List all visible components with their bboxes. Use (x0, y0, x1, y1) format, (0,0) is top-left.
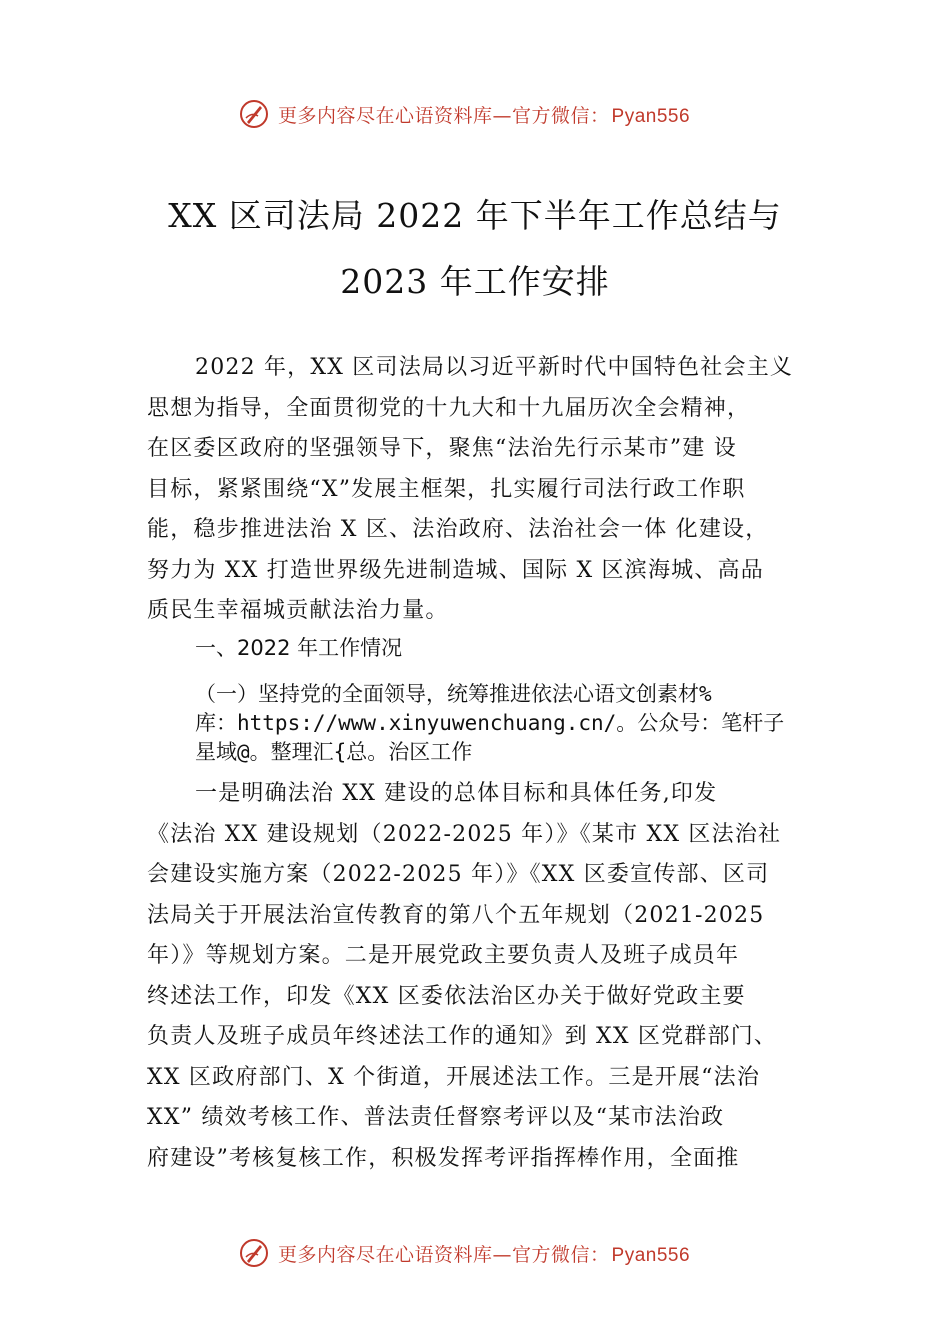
footer-banner (238, 1235, 758, 1271)
text-line: 负责人及班子成员年终述法工作的通知》到 XX 区党群部门、 (147, 1024, 778, 1049)
text-line: 终述法工作，印发《XX 区委依法治区办关于做好党政主要 (147, 983, 746, 1009)
intro-paragraph (147, 348, 837, 632)
text-line: 目标，紧紧围绕“X”发展主框架，扎实履行司法行政工作职 (147, 476, 746, 502)
text-line: 星域@。整理汇{总。治区工作 (195, 740, 473, 764)
subsection-heading (195, 680, 840, 767)
banner-text (278, 101, 690, 128)
text-line: 2022 年，XX 区司法局以习近平新时代中国特色社会主义 (195, 355, 794, 380)
text-line: 府建设”考核复核工作，积极发挥考评指挥棒作用，全面推 (147, 1145, 740, 1171)
banner-handle: Pyan556 (611, 105, 691, 127)
text-line: 年）》等规划方案。二是开展党政主要负责人及班子成员年 (147, 943, 740, 968)
section-heading: 一、2022 年工作情况 (195, 636, 403, 660)
quill-pen-logo-icon (238, 98, 270, 130)
banner-label: 更多内容尽在心语资料库—官方微信： (278, 1243, 610, 1266)
document-title-line2: 2023 年工作安排 (340, 262, 610, 301)
text-line: （一）坚持党的全面领导，统筹推进依法心语文创素材% (195, 682, 712, 706)
body-paragraph (147, 774, 837, 1179)
text-line: XX” 绩效考核工作、普法责任督察考评以及“某市法治政 (147, 1105, 725, 1130)
text-line: 库：https://www.xinyuwenchuang.cn/。公众号：笔杆子 (195, 711, 785, 735)
banner-label: 更多内容尽在心语资料库—官方微信： (278, 104, 610, 127)
text-line: 法局关于开展法治宣传教育的第八个五年规划（2021-2025 (147, 902, 765, 928)
text-line: 会建设实施方案（2022-2025 年）》《XX 区委宣传部、区司 (147, 862, 770, 887)
text-line: 能，稳步推进法治 X 区、法治政府、法治社会一体 化建设， (147, 517, 769, 542)
text-line: 思想为指导，全面贯彻党的十九大和十九届历次全会精神， (147, 395, 751, 421)
text-line: 一是明确法治 XX 建设的总体目标和具体任务,印发 (195, 781, 718, 806)
text-line: 在区委区政府的坚强领导下，聚焦“法治先行示某市”建 设 (147, 436, 737, 461)
banner-handle: Pyan556 (611, 1244, 691, 1266)
quill-pen-logo-icon (238, 1237, 270, 1269)
text-line: 努力为 XX 打造世界级先进制造城、国际 X 区滨海城、高品 (147, 557, 764, 583)
banner-text (278, 1240, 690, 1267)
header-banner (238, 96, 758, 132)
text-line: XX 区政府部门、X 个街道，开展述法工作。三是开展“法治 (147, 1064, 761, 1090)
text-line: 质民生幸福城贡献法治力量。 (147, 598, 449, 623)
text-line: 《法治 XX 建设规划（2022-2025 年）》《某市 XX 区法治社 (147, 821, 782, 847)
document-title-line1: XX 区司法局 2022 年下半年工作总结与 (168, 196, 782, 235)
